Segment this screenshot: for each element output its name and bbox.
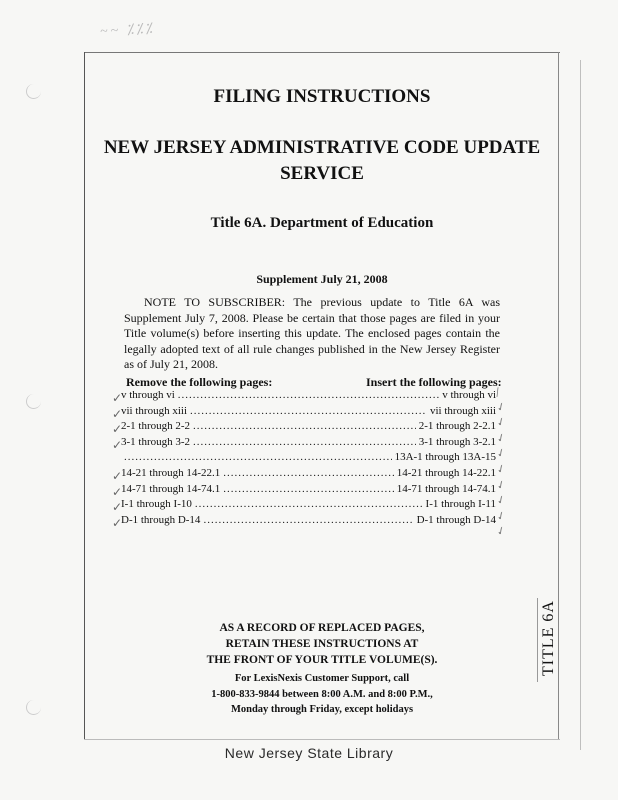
check-mark-icon: ✓ xyxy=(494,461,508,477)
table-row xyxy=(121,436,496,452)
table-row xyxy=(121,420,496,436)
punch-hole-icon xyxy=(26,84,41,99)
check-mark-icon: ✓ xyxy=(494,398,508,415)
document-title: FILING INSTRUCTIONS xyxy=(213,86,431,107)
table-row xyxy=(121,514,496,530)
insert-range: 13A-1 through 13A-15 xyxy=(394,451,496,464)
check-mark-icon: ✓ xyxy=(112,500,123,515)
library-stamp: New Jersey State Library xyxy=(224,745,394,761)
insert-range: 2-1 through 2-2.1 xyxy=(418,420,496,433)
punch-hole-icon xyxy=(26,700,41,715)
insert-range: 14-21 through 14-22.1 xyxy=(396,466,496,479)
table-row xyxy=(121,467,496,483)
check-mark-icon: ✓ xyxy=(494,492,508,509)
check-mark-icon: ✓ xyxy=(112,515,123,530)
check-mark-icon: ✓ xyxy=(494,476,508,493)
check-mark-icon: ✓ xyxy=(112,406,123,421)
pages-table xyxy=(121,389,496,529)
page-frame-bottom xyxy=(84,739,560,740)
table-row xyxy=(121,389,496,405)
insert-range: v through vi xyxy=(442,389,496,401)
title-subject: Title 6A. Department of Education xyxy=(210,215,434,231)
check-mark-icon: ⁄ xyxy=(494,386,502,399)
check-mark-icon: ✓ xyxy=(112,437,123,452)
remove-range: 14-21 through 14-22.1 xyxy=(121,466,221,479)
support-line: For LexisNexis Customer Support, call xyxy=(234,673,410,684)
code-title: NEW JERSEY ADMINISTRATIVE CODE UPDATE SERVICE xyxy=(103,137,541,184)
remove-range: 14-71 through 14-74.1 xyxy=(121,482,221,495)
remove-pages-heading: Remove the following pages: xyxy=(126,375,273,389)
remove-range: D-1 through D-14 xyxy=(121,513,201,526)
check-mark-icon: ✓ xyxy=(112,391,123,405)
customer-support-info xyxy=(160,671,484,718)
support-line: Monday through Friday, except holidays xyxy=(230,704,414,715)
supplement-date: Supplement July 21, 2008 xyxy=(256,272,388,286)
table-row xyxy=(121,498,496,514)
support-line: 1-800-833-9844 between 8:00 A.M. and 8:00 P.M., xyxy=(211,688,433,700)
check-mark-icon: ✓ xyxy=(494,523,508,540)
check-mark-icon: ✓ xyxy=(494,445,508,462)
remove-range: v through vi xyxy=(121,389,175,401)
record-notice-line: AS A RECORD OF REPLACED PAGES, xyxy=(219,622,425,634)
check-mark-icon: ✓ xyxy=(494,414,508,431)
check-mark-icon: ✓ xyxy=(494,507,508,524)
table-row xyxy=(121,483,496,499)
insert-range: 14-71 through 14-74.1 xyxy=(396,482,496,495)
check-mark-icon: ✓ xyxy=(112,468,123,483)
record-notice-line: RETAIN THESE INSTRUCTIONS AT xyxy=(225,638,419,650)
remove-range: 2-1 through 2-2 xyxy=(121,420,191,433)
check-mark-icon: ✓ xyxy=(112,422,123,437)
table-row xyxy=(121,451,496,467)
table-row xyxy=(121,405,496,421)
check-mark-icon: ✓ xyxy=(494,429,508,446)
insert-range: I-1 through I-11 xyxy=(425,498,496,511)
record-notice-line: THE FRONT OF YOUR TITLE VOLUME(S). xyxy=(206,654,438,666)
page-edge xyxy=(580,60,581,750)
insert-pages-heading: Insert the following pages: xyxy=(366,375,502,389)
punch-hole-icon xyxy=(26,394,41,409)
insert-range: 3-1 through 3-2.1 xyxy=(418,435,496,448)
remove-range: vii through xiii xyxy=(121,404,187,417)
check-mark-icon: ✓ xyxy=(112,484,123,499)
subscriber-note: NOTE TO SUBSCRIBER: The previous update to Title 6A was Supplement July 7, 2008. Please be certain that those pages are filed in your Title volume(s) before inserting this update. The enclosed pages contain the legally adopted text of all rule changes published in the New Jersey Register as of July 21, 2008. xyxy=(124,295,500,371)
remove-range: 3-1 through 3-2 xyxy=(121,435,191,448)
insert-range: D-1 through D-14 xyxy=(416,513,496,526)
remove-range: I-1 through I-10 xyxy=(121,498,192,511)
page-frame-top xyxy=(84,52,560,53)
page-frame-left xyxy=(84,52,85,740)
record-notice xyxy=(160,620,484,668)
insert-range: vii through xiii xyxy=(430,404,496,417)
handwritten-mark: ~~ ⁒⁒⁒ xyxy=(99,21,156,40)
check-marks-right xyxy=(494,380,526,540)
title-side-tab: TITLE 6A xyxy=(540,600,557,676)
